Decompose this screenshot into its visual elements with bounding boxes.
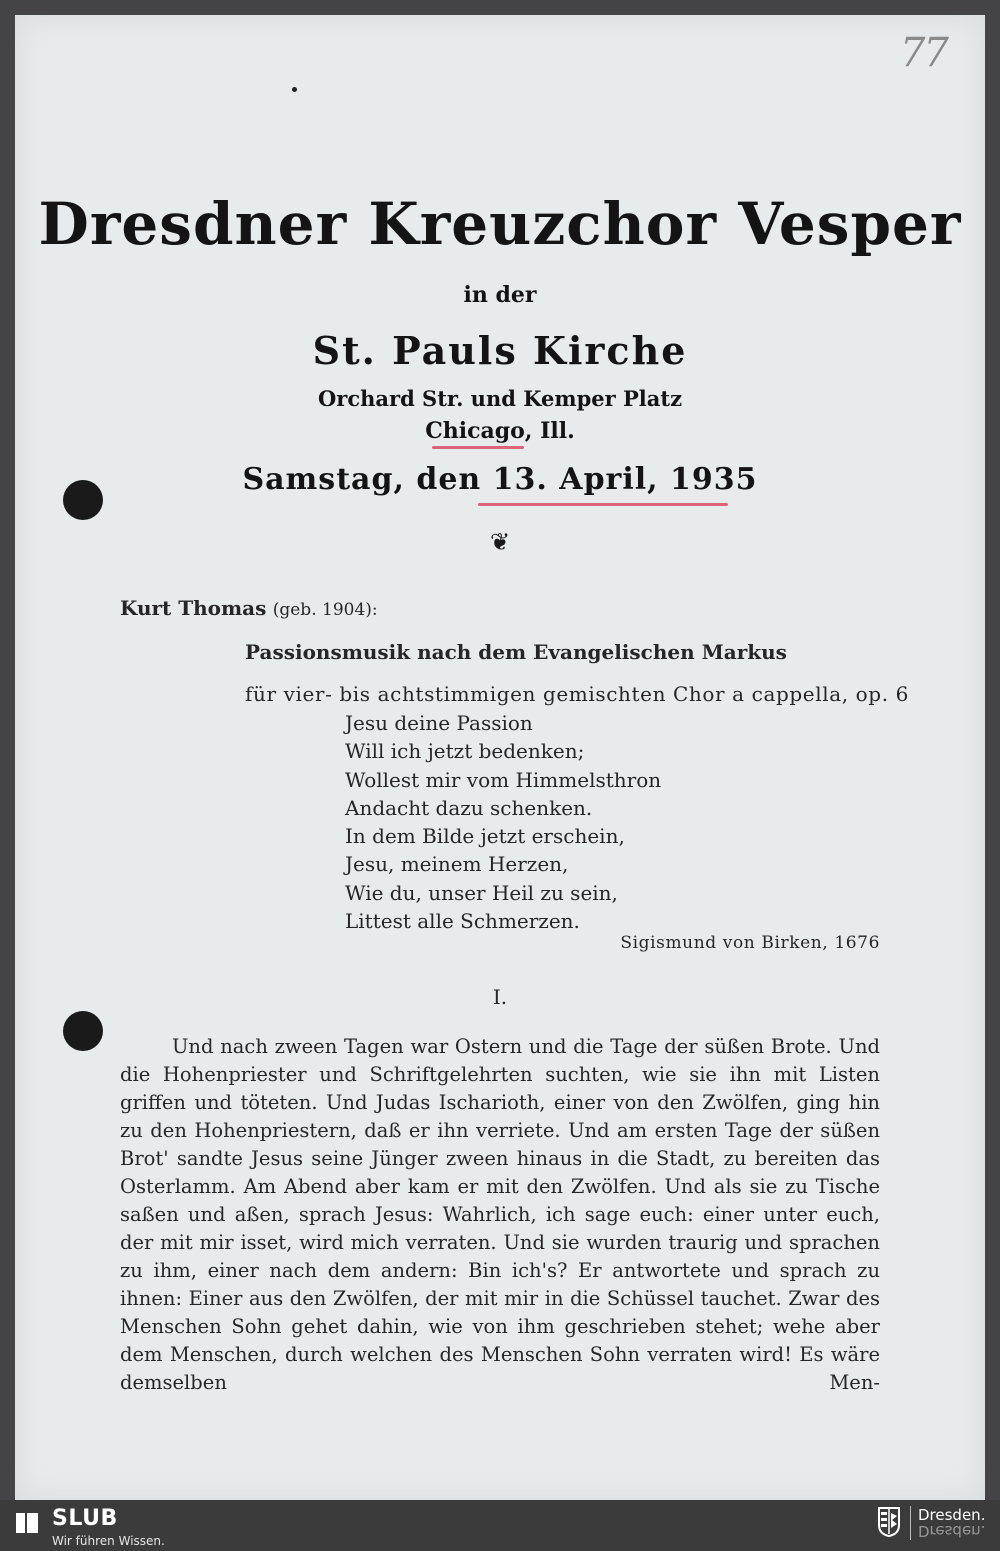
work-title: Passionsmusik nach dem Evangelischen Markus — [245, 640, 787, 664]
body-line: Hohenpriestern, daß er ihn verriete. Und am ersten Tage der süßen Brot' sandte — [120, 1119, 880, 1170]
work-subtitle: für vier- bis achtstimmigen gemischten Chor a cappella, op. 6 — [245, 682, 909, 706]
body-line: Am Abend aber kam er mit den Zwölfen. Und als sie zu Tische saßen und — [120, 1175, 880, 1226]
dresden-coat-of-arms-icon[interactable] — [878, 1507, 900, 1537]
composer-birth: (geb. 1904): — [272, 600, 378, 620]
city-underline — [432, 446, 524, 449]
body-line: nach dem andern: Bin ich's? Er antwortete und sprach zu ihnen: Einer — [120, 1259, 881, 1310]
slub-brand[interactable]: SLUB — [52, 1506, 118, 1531]
body-line: Sohn gehet dahin, wie von ihm geschrieben stehet; wehe aber dem Menschen, — [120, 1315, 880, 1366]
dresden-brand-reflection: Dresden. — [918, 1522, 986, 1540]
body-line: durch welchen des Menschen Sohn verraten wird! Es wäre demselben Men- — [120, 1343, 881, 1394]
punch-hole-bottom — [63, 1011, 103, 1051]
poem-line: Andacht dazu schenken. — [345, 795, 593, 820]
body-line: Und nach zween Tagen war Ostern und die Tage der süßen Brote. Und — [172, 1035, 880, 1058]
poem-line: In dem Bilde jetzt erschein, — [345, 824, 625, 849]
body-line: aus den Zwölfen, der mit mir in die Schüssel tauchet. Zwar des Menschen — [120, 1287, 880, 1338]
poem-line: Littest alle Schmerzen. — [345, 909, 580, 934]
poem-line: Jesu, meinem Herzen, — [345, 852, 569, 877]
slub-book-icon[interactable] — [14, 1510, 40, 1536]
event-date: Samstag, den 13. April, 1935 — [242, 462, 758, 497]
body-line: isset, wird mich verraten. Und sie wurden traurig und sprachen zu ihm, einer — [120, 1231, 880, 1282]
dresden-brand[interactable]: Dresden. — [918, 1506, 986, 1524]
church-name: St. Pauls Kirche — [312, 328, 688, 373]
body-line: Jesus seine Jünger zween hinaus in die Stadt, zu bereiten das Osterlamm. — [120, 1147, 881, 1198]
poem-line: Wollest mir vom Himmelsthron — [345, 767, 662, 792]
slub-tagline: Wir führen Wissen. — [52, 1534, 165, 1548]
ink-dot — [292, 87, 297, 92]
body-paragraph — [120, 1033, 880, 1397]
composer-name: Kurt Thomas — [120, 596, 267, 620]
body-line: aßen, sprach Jesus: Wahrlich, ich sage euch: einer unter euch, der mit mir — [120, 1203, 881, 1254]
footer-separator — [910, 1506, 911, 1540]
section-number: I. — [492, 985, 508, 1009]
page-number-annotation: 77 — [900, 30, 947, 76]
ornament-icon: ❦ — [489, 528, 511, 556]
poem-line: Will ich jetzt bedenken; — [345, 739, 585, 764]
date-underline — [478, 503, 728, 506]
body-line: und töteten. Und Judas Ischarioth, einer von den Zwölfen, ging hin zu den — [120, 1091, 880, 1142]
composer-line — [120, 596, 378, 620]
church-address: Orchard Str. und Kemper Platz — [317, 386, 683, 411]
document-title: Dresdner Kreuzchor Vesper — [38, 190, 962, 258]
poem-author: Sigismund von Birken, 1676 — [620, 933, 880, 953]
church-city: Chicago, Ill. — [425, 418, 575, 444]
location-preposition: in der — [463, 282, 537, 308]
poem-line: Jesu deine Passion — [345, 711, 533, 735]
poem-line: Wie du, unser Heil zu sein, — [345, 880, 618, 905]
body-line: die Hohenpriester und Schriftgelehrten suchten, wie sie ihn mit Listen griffen — [120, 1063, 880, 1114]
poem — [345, 709, 661, 935]
